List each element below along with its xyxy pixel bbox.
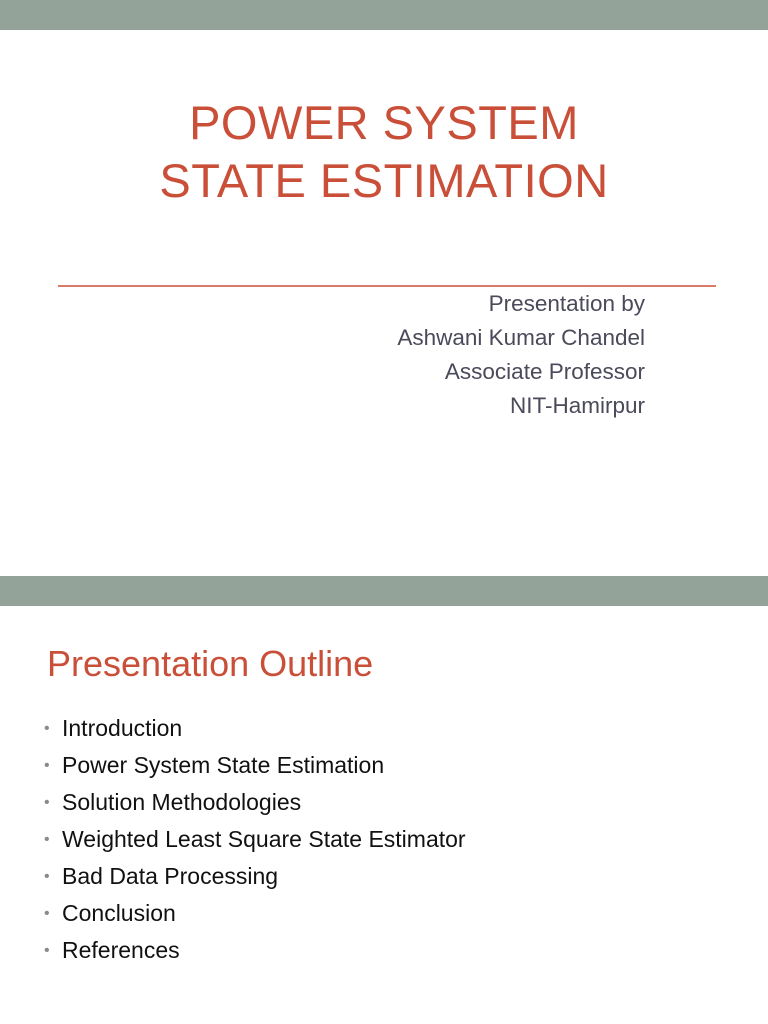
- bullet-icon: •: [44, 793, 50, 811]
- title-line-2: STATE ESTIMATION: [159, 154, 609, 207]
- list-item: [44, 858, 466, 895]
- slide-top-bar: [0, 0, 768, 30]
- outline-slide: [0, 576, 768, 1024]
- bullet-icon: •: [44, 867, 50, 885]
- list-item-text: References: [62, 937, 180, 963]
- bullet-icon: •: [44, 941, 50, 959]
- title-line-1: POWER SYSTEM: [189, 96, 579, 149]
- list-item-text: Bad Data Processing: [62, 863, 279, 889]
- presentation-title: [60, 94, 708, 210]
- outline-title: Presentation Outline: [47, 643, 374, 684]
- outline-list: [44, 710, 466, 969]
- list-item-text: Power System State Estimation: [62, 752, 385, 778]
- bullet-icon: •: [44, 719, 50, 737]
- bullet-icon: •: [44, 830, 50, 848]
- list-item-text: Weighted Least Square State Estimator: [62, 826, 466, 852]
- slide-top-bar: [0, 576, 768, 606]
- list-item: [44, 710, 466, 747]
- presenter-info: [397, 287, 645, 423]
- bullet-icon: •: [44, 904, 50, 922]
- list-item-text: Conclusion: [62, 900, 176, 926]
- list-item: [44, 821, 466, 858]
- list-item-text: Solution Methodologies: [62, 789, 302, 815]
- list-item: [44, 747, 466, 784]
- list-item: [44, 932, 466, 969]
- presenter-name: Ashwani Kumar Chandel: [397, 325, 645, 350]
- list-item-text: Introduction: [62, 715, 183, 741]
- presenter-position: Associate Professor: [444, 359, 645, 384]
- presenter-institute: NIT-Hamirpur: [509, 393, 645, 418]
- bullet-icon: •: [44, 756, 50, 774]
- list-item: [44, 784, 466, 821]
- presenter-line-1: Presentation by: [488, 291, 645, 316]
- list-item: [44, 895, 466, 932]
